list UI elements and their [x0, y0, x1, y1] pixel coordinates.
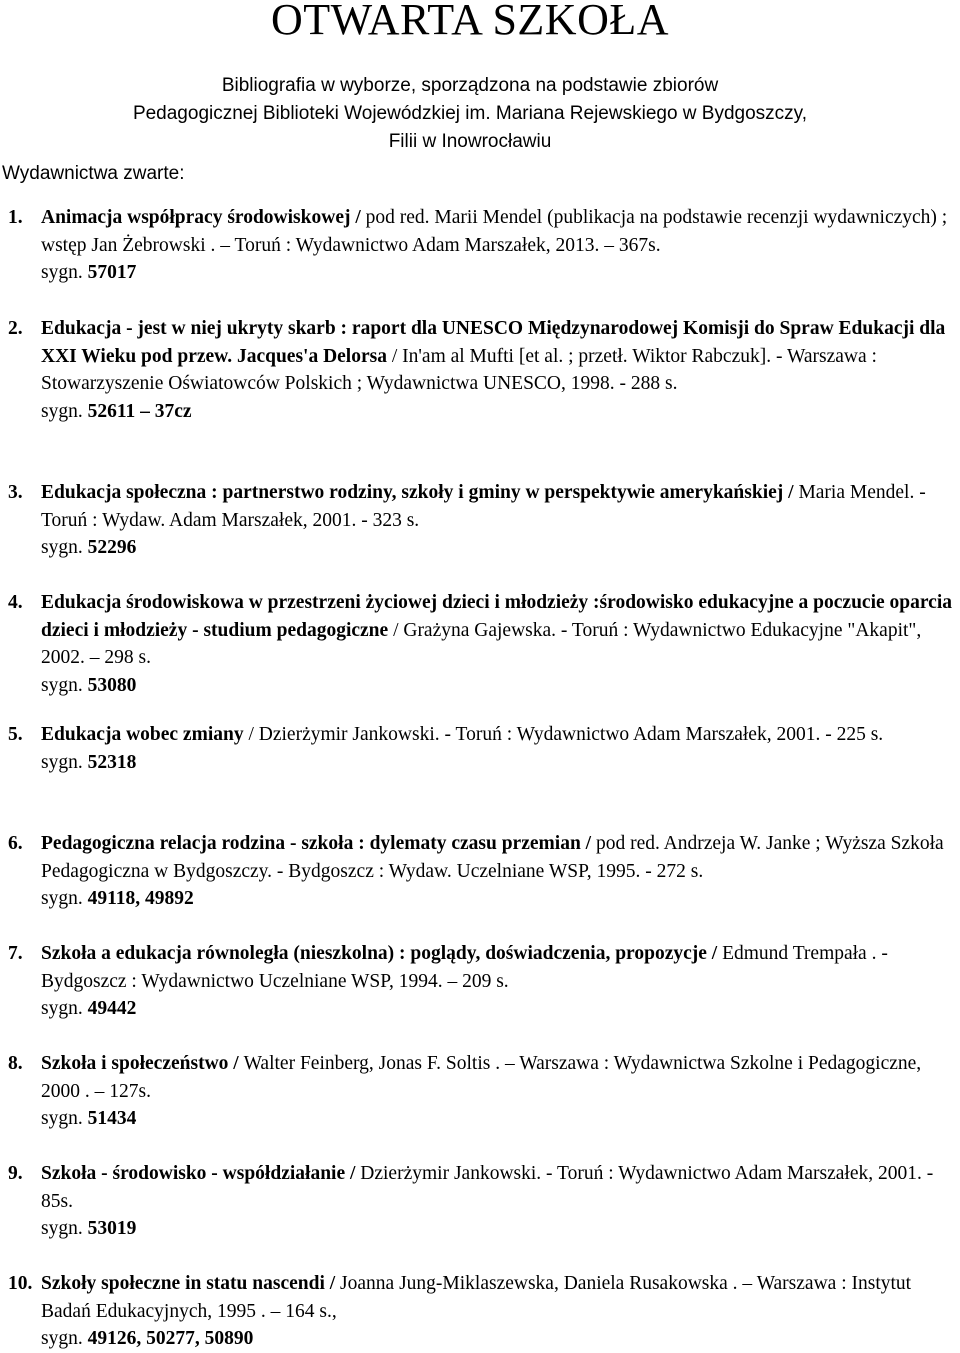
entry-details: Dzierżymir Jankowski. - Toruń : Wydawnictwo Adam Marszałek, 2001. - 85s. — [41, 1163, 934, 1212]
signature-value: 49126, 50277, 50890 — [87, 1328, 254, 1349]
entry-details: Edmund Trempała . - Bydgoszcz : Wydawnictwo Uczelniane WSP, 1994. – 209 s. — [41, 943, 888, 992]
entry-details: / In'am al Mufti [et al. ; przetł. Wiktor Rabczuk]. - Warszawa : Stowarzyszenie Oświatowców Polskich ; Wydawnictwa UNESCO, 1998. - 288 s. — [41, 345, 877, 394]
entry-title: Szkoła i społeczeństwo / — [41, 1053, 244, 1074]
bibliography-entry — [8, 1160, 952, 1243]
entry-number: 1. — [8, 207, 23, 228]
bibliography-entry — [8, 1270, 952, 1353]
bibliography-entry — [8, 940, 952, 1023]
entry-details: / Grażyna Gajewska. - Toruń : Wydawnictwo Edukacyjne "Akapit", 2002. – 298 s. — [41, 619, 922, 668]
entry-number: 4. — [8, 592, 23, 613]
entry-signature: sygn. 52318 — [41, 751, 137, 773]
bibliography-entry — [8, 204, 952, 287]
entry-title: Szkoły społeczne in statu nascendi / — [41, 1273, 341, 1294]
subtitle-line-3: Filii w Inowrocławiu — [388, 131, 552, 152]
subtitle-line-1: Bibliografia w wyborze, sporządzona na podstawie zbiorów — [221, 75, 719, 96]
entry-title: Animacja współpracy środowiskowej / — [41, 207, 366, 228]
entry-number: 7. — [8, 943, 23, 964]
entry-number: 9. — [8, 1163, 23, 1184]
signature-value: 57017 — [87, 262, 137, 283]
entry-number: 8. — [8, 1053, 23, 1074]
entry-signature: sygn. 49442 — [41, 998, 137, 1019]
entry-number: 3. — [8, 482, 23, 503]
signature-value: 52296 — [87, 537, 137, 558]
entry-number: 10. — [8, 1273, 33, 1294]
bibliography-entry — [8, 721, 952, 776]
signature-value: 49118, 49892 — [87, 888, 194, 909]
entry-title: Szkoła - środowisko - współdziałanie / — [41, 1163, 361, 1184]
bibliography-entry — [8, 479, 952, 562]
entry-title: Szkoła a edukacja równoległa (nieszkolna) : poglądy, doświadczenia, propozycje / — [41, 943, 723, 964]
entry-title: Edukacja - jest w niej ukryty skarb : raport dla UNESCO Międzynarodowej Komisji do Spraw Edukacji dla XXI Wieku pod przew. Jacques'a Delorsa — [41, 318, 946, 367]
entry-signature: sygn. 51434 — [41, 1108, 137, 1129]
entry-signature: sygn. 53080 — [41, 674, 137, 696]
entry-signature: sygn. 52611 – 37cz — [41, 400, 192, 422]
bibliography-entry — [8, 1050, 952, 1133]
subtitle — [0, 72, 940, 156]
signature-value: 49442 — [87, 998, 137, 1019]
entry-signature: sygn. 53019 — [41, 1218, 137, 1239]
entry-details: Joanna Jung-Miklaszewska, Daniela Rusakowska . – Warszawa : Instytut Badań Edukacyjnych, 1995 . – 164 s., — [41, 1273, 912, 1322]
entry-details: Maria Mendel. - Toruń : Wydaw. Adam Marszałek, 2001. - 323 s. — [41, 482, 926, 531]
bibliography-entry — [8, 589, 952, 699]
entry-signature: sygn. 49118, 49892 — [41, 888, 194, 909]
section-label: Wydawnictwa zwarte: — [2, 163, 185, 184]
entry-title: Edukacja wobec zmiany — [41, 724, 249, 745]
entry-title: Pedagogiczna relacja rodzina - szkoła : dylematy czasu przemian / — [41, 833, 596, 854]
entry-title: Edukacja środowiskowa w przestrzeni życiowej dzieci i młodzieży :środowisko edukacyjne a poczucie oparcia dzieci i młodzieży - studium pedagogiczne — [41, 592, 953, 641]
entry-signature: sygn. 57017 — [41, 262, 137, 283]
entry-details: / Dzierżymir Jankowski. - Toruń : Wydawnictwo Adam Marszałek, 2001. - 225 s. — [248, 724, 884, 745]
entry-details: pod red. Andrzeja W. Janke ; Wyższa Szkoła Pedagogiczna w Bydgoszczy. - Bydgoszcz : Wydaw. Uczelniane WSP, 1995. - 272 s. — [41, 833, 944, 882]
entry-details: pod red. Marii Mendel (publikacja na podstawie recenzji wydawniczych) ; wstęp Jan Żebrowski . – Toruń : Wydawnictwo Adam Marszałek, 2013. – 367s. — [41, 207, 948, 256]
signature-value: 52611 – 37cz — [87, 400, 192, 422]
page-title: OTWARTA SZKOŁA — [270, 0, 670, 44]
signature-value: 51434 — [87, 1108, 137, 1129]
signature-value: 53080 — [87, 674, 137, 696]
signature-value: 52318 — [87, 751, 137, 773]
bibliography-entry — [8, 315, 952, 425]
entry-number: 2. — [8, 318, 23, 339]
entry-details: Walter Feinberg, Jonas F. Soltis . – Warszawa : Wydawnictwa Szkolne i Pedagogiczne, 2000 . – 127s. — [41, 1053, 922, 1102]
entry-signature: sygn. 49126, 50277, 50890 — [41, 1328, 254, 1349]
entry-title: Edukacja społeczna : partnerstwo rodziny, szkoły i gminy w perspektywie amerykańskiej / — [41, 482, 799, 503]
subtitle-line-2: Pedagogicznej Biblioteki Wojewódzkiej im. Mariana Rejewskiego w Bydgoszczy, — [132, 103, 808, 124]
entry-number: 6. — [8, 833, 23, 854]
entry-signature: sygn. 52296 — [41, 537, 137, 558]
bibliography-entry — [8, 830, 952, 913]
entry-number: 5. — [8, 724, 23, 745]
signature-value: 53019 — [87, 1218, 137, 1239]
